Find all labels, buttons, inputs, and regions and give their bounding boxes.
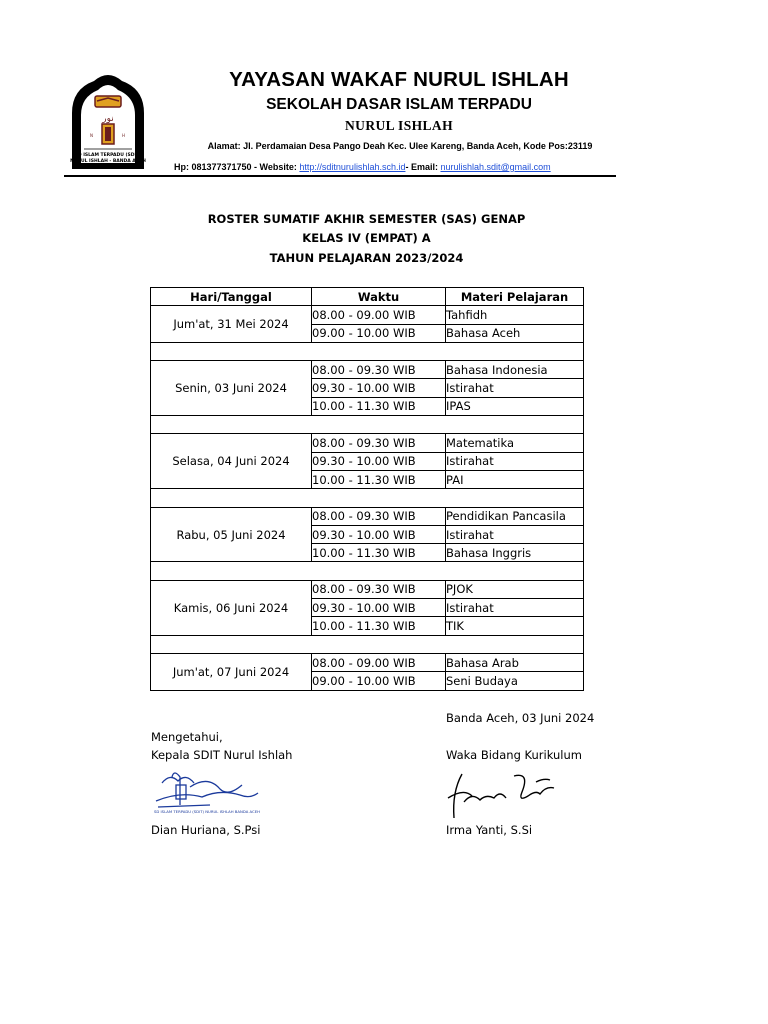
- header-subject: Materi Pelajaran: [446, 288, 584, 306]
- subject-cell: Istirahat: [446, 379, 584, 397]
- svg-text:NURUL ISHLAH - BANDA ACEH: NURUL ISHLAH - BANDA ACEH: [70, 159, 146, 164]
- foundation-name: YAYASAN WAKAF NURUL ISHLAH: [229, 68, 569, 91]
- time-cell: 08.00 - 09.30 WIB: [312, 434, 446, 452]
- table-row: [151, 653, 584, 671]
- spacer-row: [151, 489, 584, 507]
- time-cell: 08.00 - 09.00 WIB: [312, 306, 446, 324]
- time-cell: 09.00 - 10.00 WIB: [312, 672, 446, 690]
- time-cell: 09.30 - 10.00 WIB: [312, 525, 446, 543]
- school-name: NURUL ISHLAH: [345, 118, 453, 133]
- table-row: [151, 361, 584, 379]
- subject-cell: Bahasa Arab: [446, 653, 584, 671]
- table-row: [151, 306, 584, 324]
- svg-text:نور: نور: [102, 114, 114, 124]
- subject-cell: PJOK: [446, 580, 584, 598]
- letterhead-divider: [64, 175, 616, 177]
- principal-name: Dian Huriana, S.Psi: [151, 823, 261, 837]
- class-title: KELAS IV (EMPAT) A: [302, 231, 431, 245]
- day-cell: Jum'at, 07 Juni 2024: [151, 653, 312, 690]
- spacer-row: [151, 342, 584, 360]
- time-cell: 10.00 - 11.30 WIB: [312, 617, 446, 635]
- subject-cell: Tahfidh: [446, 306, 584, 324]
- principal-stamp-signature: [150, 765, 270, 823]
- spacer-cell: [151, 635, 584, 653]
- day-cell: Jum'at, 31 Mei 2024: [151, 306, 312, 343]
- subject-cell: Matematika: [446, 434, 584, 452]
- curriculum-head-title: Waka Bidang Kurikulum: [446, 748, 582, 762]
- acknowledged-label: Mengetahui,: [151, 730, 223, 744]
- time-cell: 10.00 - 11.30 WIB: [312, 544, 446, 562]
- day-cell: Senin, 03 Juni 2024: [151, 361, 312, 416]
- day-cell: Selasa, 04 Juni 2024: [151, 434, 312, 489]
- table-row: [151, 507, 584, 525]
- spacer-cell: [151, 342, 584, 360]
- time-cell: 10.00 - 11.30 WIB: [312, 397, 446, 415]
- time-cell: 08.00 - 09.30 WIB: [312, 507, 446, 525]
- school-type: SEKOLAH DASAR ISLAM TERPADU: [266, 96, 532, 113]
- subject-cell: Bahasa Indonesia: [446, 361, 584, 379]
- header-time: Waktu: [312, 288, 446, 306]
- svg-text:H: H: [122, 133, 126, 138]
- table-header-row: [151, 288, 584, 306]
- table-row: [151, 434, 584, 452]
- spacer-row: [151, 416, 584, 434]
- time-cell: 09.00 - 10.00 WIB: [312, 324, 446, 342]
- day-cell: Kamis, 06 Juni 2024: [151, 580, 312, 635]
- school-address: Alamat: Jl. Perdamaian Desa Pango Deah Kec. Ulee Kareng, Banda Aceh, Kode Pos:23119: [207, 141, 593, 151]
- spacer-cell: [151, 416, 584, 434]
- curriculum-head-signature: [444, 768, 564, 822]
- subject-cell: TIK: [446, 617, 584, 635]
- school-logo: [64, 69, 152, 173]
- phone-label: Hp: 081377371750 - Website:: [174, 162, 300, 172]
- subject-cell: PAI: [446, 470, 584, 488]
- subject-cell: Pendidikan Pancasila: [446, 507, 584, 525]
- year-title: TAHUN PELAJARAN 2023/2024: [269, 251, 464, 265]
- subject-cell: Istirahat: [446, 599, 584, 617]
- svg-text:SD ISLAM TERPADU (SDIT) NURUL: SD ISLAM TERPADU (SDIT) NURUL ISHLAH BANDA ACEH: [154, 809, 260, 814]
- time-cell: 09.30 - 10.00 WIB: [312, 599, 446, 617]
- time-cell: 08.00 - 09.30 WIB: [312, 361, 446, 379]
- header-day: Hari/Tanggal: [151, 288, 312, 306]
- day-cell: Rabu, 05 Juni 2024: [151, 507, 312, 562]
- principal-title: Kepala SDIT Nurul Ishlah: [151, 748, 293, 762]
- subject-cell: Istirahat: [446, 452, 584, 470]
- spacer-row: [151, 562, 584, 580]
- subject-cell: IPAS: [446, 397, 584, 415]
- time-cell: 08.00 - 09.30 WIB: [312, 580, 446, 598]
- subject-cell: Istirahat: [446, 525, 584, 543]
- time-cell: 09.30 - 10.00 WIB: [312, 379, 446, 397]
- place-date: Banda Aceh, 03 Juni 2024: [446, 711, 595, 725]
- table-row: [151, 580, 584, 598]
- spacer-cell: [151, 489, 584, 507]
- email-label: - Email:: [405, 162, 441, 172]
- document-title: ROSTER SUMATIF AKHIR SEMESTER (SAS) GENAP: [207, 212, 526, 226]
- time-cell: 09.30 - 10.00 WIB: [312, 452, 446, 470]
- svg-text:N: N: [90, 133, 93, 138]
- curriculum-head-name: Irma Yanti, S.Si: [446, 823, 533, 837]
- subject-cell: Bahasa Aceh: [446, 324, 584, 342]
- subject-cell: Bahasa Inggris: [446, 544, 584, 562]
- schedule-table: [150, 287, 584, 691]
- email-link[interactable]: nurulishlah.sdit@gmail.com: [440, 162, 551, 172]
- contact-line: [174, 162, 551, 172]
- spacer-cell: [151, 562, 584, 580]
- subject-cell: Seni Budaya: [446, 672, 584, 690]
- time-cell: 10.00 - 11.30 WIB: [312, 470, 446, 488]
- time-cell: 08.00 - 09.00 WIB: [312, 653, 446, 671]
- spacer-row: [151, 635, 584, 653]
- svg-text:SD ISLAM TERPADU (SDIT): SD ISLAM TERPADU (SDIT): [74, 153, 142, 158]
- website-link[interactable]: http://sditnurulishlah.sch.id: [299, 162, 406, 172]
